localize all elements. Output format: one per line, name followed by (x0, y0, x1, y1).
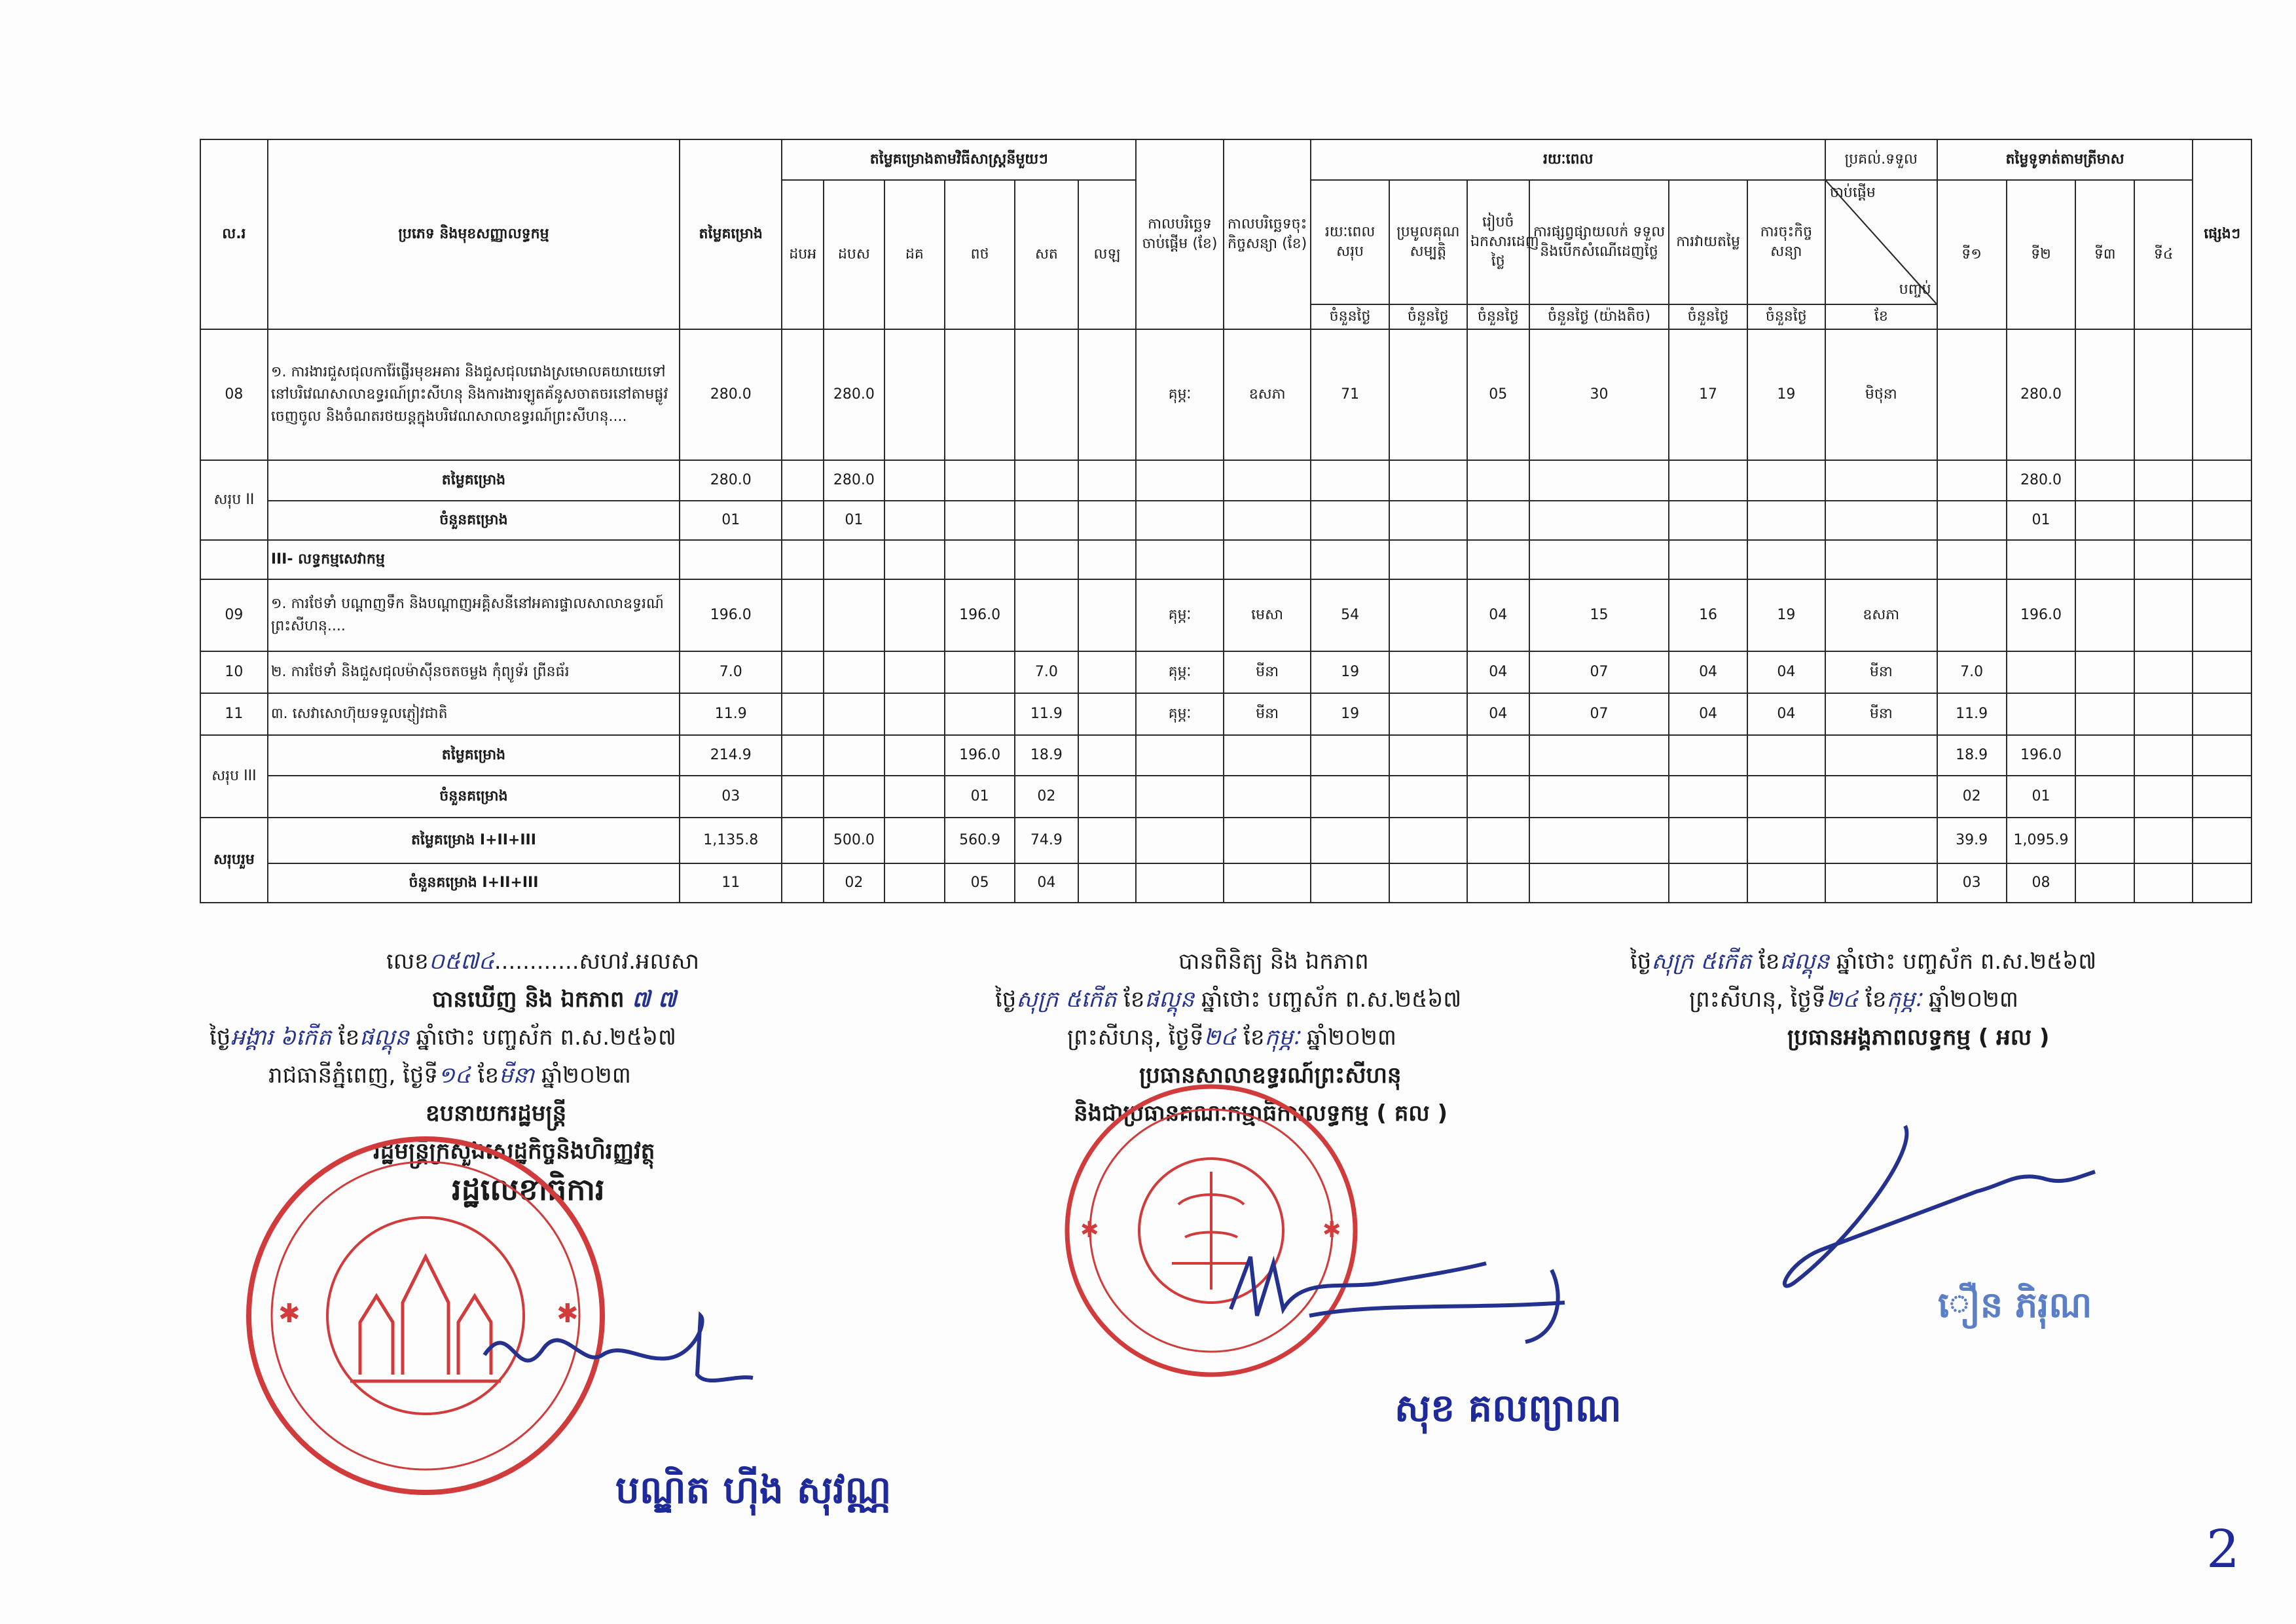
row-prep: 04 (1467, 579, 1529, 651)
month-label: ខែ (1243, 1024, 1265, 1051)
unit-month: ខែ (1825, 304, 1937, 329)
header-no: ល.រ (200, 139, 268, 329)
row-eval: 04 (1669, 651, 1747, 693)
unit-days-min: ចំនួនថ្ងៃ (យ៉ាងតិច) (1529, 304, 1669, 329)
place-date: រាជធានីភ្នំពេញ, ថ្ងៃទី (268, 1062, 439, 1089)
subtotal-name: តម្លៃគម្រោង (268, 460, 680, 501)
subtotal-q2: 01 (2007, 501, 2076, 540)
row-start: គុម្ភៈ (1136, 651, 1224, 693)
subtotal-estimate: 03 (680, 776, 782, 818)
row-st: 7.0 (1015, 651, 1078, 693)
date-suffix: ឆ្នាំថោះ បញ្ចស័ក ព.ស.២៥៦៧ (1201, 986, 1462, 1013)
ref-suffix: ............សហវ.អលសា (494, 948, 700, 975)
header-duration-evaluate: ការវាយតម្លៃ (1669, 180, 1747, 304)
row-start: គុម្ភៈ (1136, 329, 1224, 460)
subtotal-row (200, 735, 2251, 776)
subtotal-row (200, 460, 2251, 501)
subtotal-dbs: 01 (824, 501, 884, 540)
subtotal-estimate: 01 (680, 501, 782, 540)
table-row (200, 651, 2251, 693)
secretary-title: រដ្ឋលេខាធិការ (452, 1172, 605, 1207)
month-handwritten: មីនា (499, 1062, 534, 1089)
header-duration-advertise: ការផ្សព្វផ្សាយលក់ ទទួល និងបើកសំណើដេញថ្លៃ (1529, 180, 1669, 304)
row-start: គុម្ភៈ (1136, 579, 1224, 651)
procurement-table (200, 139, 2252, 903)
row-start: គុម្ភៈ (1136, 693, 1224, 735)
unit-days: ចំនួនថ្ងៃ (1389, 304, 1467, 329)
row-no: 11 (200, 693, 268, 735)
right-signer-name: ឿន ភិរុណ (1938, 1284, 2092, 1326)
date-handwritten: អង្គារ ៦កើត (230, 1024, 331, 1051)
row-contract: មីនា (1224, 693, 1311, 735)
subtotal-dbs: 280.0 (824, 460, 884, 501)
approved-handwritten: ៧ ៧ (632, 986, 676, 1013)
total-q2: 1,095.9 (2007, 818, 2076, 863)
section-title: III- លទ្ធកម្មសេវាកម្ម (268, 540, 680, 579)
row-desc: ២. ការថែទាំ និងជួសជុលម៉ាស៊ីនចតចម្លង កុំព្យូទ័រ ព្រីនធ័រ (268, 651, 680, 693)
svg-text:✱: ✱ (1322, 1217, 1341, 1243)
center-signature (1211, 1231, 1578, 1355)
subtotal-row (200, 776, 2251, 818)
month-handwritten: ផល្គុន (1144, 986, 1195, 1013)
header-delivery-end: បញ្ចប់ (1899, 281, 1931, 298)
date-prefix: ថ្ងៃ (1630, 948, 1652, 975)
subtotal-st: 02 (1015, 776, 1078, 818)
total-row (200, 818, 2251, 863)
header-duration-group: រយៈពេល (1311, 139, 1825, 180)
court-title: ប្រធានសាលាឧទ្ធរណ៍ព្រះសីហនុ (1139, 1062, 1402, 1089)
row-prep: 05 (1467, 329, 1529, 460)
total-dbs: 02 (824, 863, 884, 903)
subtotal-name: ចំនួនគម្រោង (268, 776, 680, 818)
row-prep: 04 (1467, 651, 1529, 693)
subtotal-name: តម្លៃគម្រោង (268, 735, 680, 776)
row-delivery: មិថុនា (1825, 329, 1937, 460)
total-q1: 03 (1937, 863, 2007, 903)
header-quarter-group: តម្លៃទូទាត់តាមត្រីមាស (1937, 139, 2193, 180)
subtotal-q2: 280.0 (2007, 460, 2076, 501)
header-duration-total: រយៈពេលសរុប (1311, 180, 1389, 304)
row-q1: 11.9 (1937, 693, 2007, 735)
row-sign: 19 (1747, 579, 1825, 651)
month-label: ខែ (1865, 986, 1887, 1013)
row-q2: 280.0 (2007, 329, 2076, 460)
subtotal-estimate: 214.9 (680, 735, 782, 776)
row-adv: 30 (1529, 329, 1669, 460)
total-st: 74.9 (1015, 818, 1078, 863)
month-handwritten: ផល្គុន (1779, 948, 1830, 975)
approved-label: បានឃើញ និង ឯកភាព (432, 986, 625, 1013)
day-handwritten: ២៤ (1825, 986, 1859, 1013)
total-q2: 08 (2007, 863, 2076, 903)
total-pt: 05 (945, 863, 1015, 903)
page-mark: 2 (2206, 1519, 2240, 1579)
year: ឆ្នាំ២០២៣ (1928, 986, 2018, 1013)
row-delivery: មីនា (1825, 693, 1937, 735)
header-delivery-start-end (1825, 180, 1937, 304)
right-approval-block (1630, 943, 2272, 1056)
table-row (200, 329, 2251, 460)
left-signer-name: បណ្ឌិត ហ៊ីង សុវណ្ណ (615, 1468, 892, 1512)
header-type: ប្រភេទ និងមុខសញ្ញាលទ្ធកម្ម (268, 139, 680, 329)
subtotal-label: សរុប II (200, 460, 268, 540)
header-quarter-2: ទី២ (2007, 180, 2076, 329)
header-delivery-start: ចាប់ផ្តើម (1829, 185, 1876, 201)
day-handwritten: ១៤ (438, 1062, 471, 1089)
date-handwritten: សុក្រ ៥កើត (1651, 948, 1752, 975)
row-no: 10 (200, 651, 268, 693)
header-quarter-1: ទី១ (1937, 180, 2007, 329)
row-eval: 17 (1669, 329, 1747, 460)
table-row (200, 579, 2251, 651)
subtotal-label: សរុប III (200, 735, 268, 818)
right-signature (1768, 1113, 2108, 1309)
row-adv: 15 (1529, 579, 1669, 651)
row-sign: 04 (1747, 651, 1825, 693)
year: ឆ្នាំ២០២៣ (1306, 1024, 1396, 1051)
year: ឆ្នាំ២០២៣ (541, 1062, 631, 1089)
day-handwritten: ២៤ (1203, 1024, 1237, 1051)
row-sign: 19 (1747, 329, 1825, 460)
row-total-days: 19 (1311, 651, 1389, 693)
header-estimate: តម្លៃគម្រោង (680, 139, 782, 329)
svg-text:✱: ✱ (278, 1299, 301, 1329)
minister-title: រដ្ឋមន្ត្រីក្រសួងសេដ្ឋកិច្ចនិងហិរញ្ញវត្ថុ (373, 1138, 655, 1164)
total-st: 04 (1015, 863, 1078, 903)
total-estimate: 11 (680, 863, 782, 903)
subtotal-pt: 01 (945, 776, 1015, 818)
subtotal-q2: 01 (2007, 776, 2076, 818)
header-other: ផ្សេងៗ (2193, 139, 2251, 329)
month-handwritten: កុម្ភៈ (1264, 1024, 1300, 1051)
center-signer-name: សុខ គលព្យាណ (1394, 1386, 1622, 1430)
row-adv: 07 (1529, 651, 1669, 693)
row-q2: 196.0 (2007, 579, 2076, 651)
date-month-label: ខែ (338, 1024, 360, 1051)
svg-text:✱: ✱ (556, 1299, 579, 1329)
header-method-ll: លឡ (1078, 180, 1136, 329)
committee-title: និងជាប្រធានគណៈកម្មាធិការលទ្ធកម្ម ( គល ) (1074, 1100, 1448, 1127)
header-contract-period: កាលបរិច្ឆេទចុះកិច្ចសន្យា (ខែ) (1224, 139, 1311, 329)
row-contract: មេសា (1224, 579, 1311, 651)
on-behalf-title: ឧបនាយករដ្ឋមន្ត្រី (426, 1100, 567, 1127)
procurement-unit-title: ប្រធានអង្គភាពលទ្ធកម្ម ( អល ) (1787, 1024, 2050, 1051)
month-label: ខែ (1123, 986, 1145, 1013)
row-estimate: 7.0 (680, 651, 782, 693)
date-suffix: ឆ្នាំថោះ បញ្ចស័ក ព.ស.២៥៦៧ (1836, 948, 2097, 975)
unit-days: ចំនួនថ្ងៃ (1311, 304, 1389, 329)
row-contract: មីនា (1224, 651, 1311, 693)
left-signature (471, 1303, 759, 1394)
header-method-dbs: ដបស (824, 180, 884, 329)
row-desc: ៣. សេវាសោហ៊ុយទទួលភ្ញៀវជាតិ (268, 693, 680, 735)
row-total-days: 19 (1311, 693, 1389, 735)
total-q1: 39.9 (1937, 818, 2007, 863)
table-row (200, 693, 2251, 735)
header-duration-qualify: ប្រមូលគុណសម្បត្តិ (1389, 180, 1467, 304)
subtotal-estimate: 280.0 (680, 460, 782, 501)
row-st: 11.9 (1015, 693, 1078, 735)
row-contract: ឧសភា (1224, 329, 1311, 460)
header-quarter-4: ទី៤ (2134, 180, 2193, 329)
subtotal-q1: 02 (1937, 776, 2007, 818)
row-delivery: មីនា (1825, 651, 1937, 693)
total-name: តម្លៃគម្រោង I+II+III (268, 818, 680, 863)
subtotal-q2: 196.0 (2007, 735, 2076, 776)
total-dbs: 500.0 (824, 818, 884, 863)
row-pt: 196.0 (945, 579, 1015, 651)
row-sign: 04 (1747, 693, 1825, 735)
unit-days: ចំនួនថ្ងៃ (1747, 304, 1825, 329)
row-dbs: 280.0 (824, 329, 884, 460)
place: ព្រះសីហនុ, ថ្ងៃទី (1067, 1024, 1204, 1051)
unit-days: ចំនួនថ្ងៃ (1669, 304, 1747, 329)
header-method-group: តម្លៃគម្រោងតាមវិធីសាស្ត្រនីមួយៗ (782, 139, 1136, 180)
row-no: 08 (200, 329, 268, 460)
subtotal-row (200, 501, 2251, 540)
total-pt: 560.9 (945, 818, 1015, 863)
month-handwritten: កុម្ភៈ (1886, 986, 1922, 1013)
date-prefix: ថ្ងៃ (995, 986, 1017, 1013)
row-no: 09 (200, 579, 268, 651)
month-label: ខែ (1758, 948, 1780, 975)
date-handwritten: សុក្រ ៥កើត (1016, 986, 1117, 1013)
row-total-days: 71 (1311, 329, 1389, 460)
row-estimate: 280.0 (680, 329, 782, 460)
header-quarter-3: ទី៣ (2075, 180, 2134, 329)
header-start-period: កាលបរិច្ឆេទចាប់ផ្តើម (ខែ) (1136, 139, 1224, 329)
svg-text:✱: ✱ (1080, 1217, 1099, 1243)
row-total-days: 54 (1311, 579, 1389, 651)
header-delivery-group: ប្រគល់.ទទួល (1825, 139, 1937, 180)
reviewed-label: បានពិនិត្យ និង ឯកភាព (1178, 948, 1369, 975)
total-label: សរុបរួម (200, 818, 268, 903)
unit-days: ចំនួនថ្ងៃ (1467, 304, 1529, 329)
header-method-dk: ដគ (884, 180, 945, 329)
row-desc: ១. ការងារជួសជុលការ៉ែផ្លើរមុខអគារ និងជួសជុលរោងស្រមោលគយាយេទៅនៅបរិវេណសាលាឧទ្ធរណ៍ព្រះសីហនុ និងការងារឡូតគ័នូសចាតចរនៅតាមផ្លូវចេញចូល និងចំណតរថយន្តក្នុងបរិវេណសាលាឧទ្ធរណ៍ព្រះសីហនុ.... (268, 329, 680, 460)
row-estimate: 11.9 (680, 693, 782, 735)
subtotal-st: 18.9 (1015, 735, 1078, 776)
row-estimate: 196.0 (680, 579, 782, 651)
date-suffix: ឆ្នាំថោះ បញ្ចស័ក ព.ស.២៥៦៧ (416, 1024, 676, 1051)
section-row (200, 540, 2251, 579)
ref-prefix: លេខ (386, 948, 429, 975)
date-prefix: ថ្ងៃ (210, 1024, 231, 1051)
header-method-pt: ពថ (945, 180, 1015, 329)
row-prep: 04 (1467, 693, 1529, 735)
row-adv: 07 (1529, 693, 1669, 735)
header-duration-prepare: រៀបចំឯកសារដេញថ្លៃ (1467, 180, 1529, 304)
date-month-handwritten: ផល្គុន (359, 1024, 409, 1051)
row-q1: 7.0 (1937, 651, 2007, 693)
place: ព្រះសីហនុ, ថ្ងៃទី (1689, 986, 1826, 1013)
header-method-dba: ដបអ (782, 180, 824, 329)
total-row (200, 863, 2251, 903)
ref-handwritten: ០៥៧៤ (428, 948, 494, 975)
row-eval: 16 (1669, 579, 1747, 651)
header-method-st: សត (1015, 180, 1078, 329)
row-desc: ១. ការថែទាំ បណ្ដាញទឹក និងបណ្តាញអគ្គិសនីនៅអគារផ្ទាលសាលាឧទ្ធរណ៍ព្រះសីហនុ.... (268, 579, 680, 651)
month-label: ខែ (477, 1062, 500, 1089)
header-duration-contract: ការចុះកិច្ចសន្យា (1747, 180, 1825, 304)
total-name: ចំនួនគម្រោង I+II+III (268, 863, 680, 903)
subtotal-pt: 196.0 (945, 735, 1015, 776)
row-delivery: ឧសភា (1825, 579, 1937, 651)
total-estimate: 1,135.8 (680, 818, 782, 863)
subtotal-q1: 18.9 (1937, 735, 2007, 776)
subtotal-name: ចំនួនគម្រោង (268, 501, 680, 540)
row-eval: 04 (1669, 693, 1747, 735)
